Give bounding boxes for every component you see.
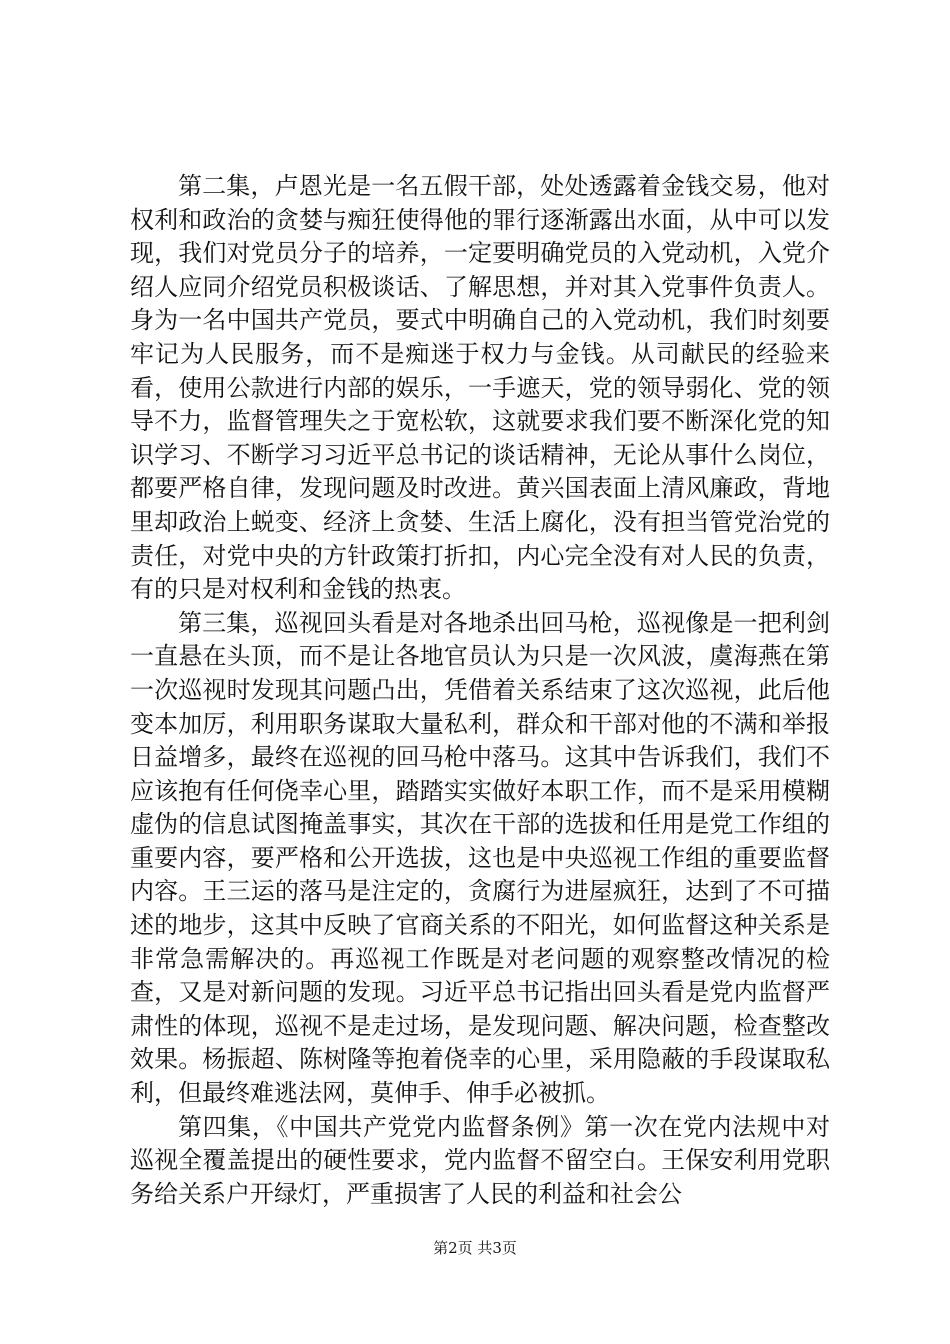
page-footer	[0, 1237, 950, 1258]
paragraph-episode-4: 第四集，《中国共产党党内监督条例》第一次在党内法规中对巡视全覆盖提出的硬性要求，党内监督不留空白。王保安利用党职务给关系户开绿灯，严重损害了人民的利益和社会公	[130, 1112, 830, 1208]
page-number: 第2页 共3页	[433, 1239, 517, 1257]
paragraph-episode-3: 第三集，巡视回头看是对各地杀出回马枪，巡视像是一把利剑一直悬在头顶，而不是让各地官员认为只是一次风波，虞海燕在第一次巡视时发现其问题凸出，凭借着关系结束了这次巡视，此后他变本加厉，利用职务谋取大量私利，群众和干部对他的不满和举报日益增多，最终在巡视的回马枪中落马。这其中告诉我们，我们不应该抱有任何侥幸心里，踏踏实实做好本职工作，而不是采用模糊虚伪的信息试图掩盖事实，其次在干部的选拔和任用是党工作组的重要内容，要严格和公开选拔，这也是中央巡视工作组的重要监督内容。王三运的落马是注定的，贪腐行为进屋疯狂，达到了不可描述的地步，这其中反映了官商关系的不阳光，如何监督这种关系是非常急需解决的。再巡视工作既是对老问题的观察整改情况的检查，又是对新问题的发现。习近平总书记指出回头看是党内监督严肃性的体现，巡视不是走过场，是发现问题、解决问题，检查整改效果。杨振超、陈树隆等抱着侥幸的心里，采用隐蔽的手段谋取私利，但最终难逃法网，莫伸手、伸手必被抓。	[130, 608, 830, 1108]
document-body	[130, 170, 830, 1211]
paragraph-episode-2: 第二集，卢恩光是一名五假干部，处处透露着金钱交易，他对权利和政治的贪婪与痴狂使得他的罪行逐渐露出水面，从中可以发现，我们对党员分子的培养，一定要明确党员的入党动机，入党介绍人应同介绍党员积极谈话、了解思想，并对其入党事件负责人。身为一名中国共产党员，要式中明确自己的入党动机，我们时刻要牢记为人民服务，而不是痴迷于权力与金钱。从司献民的经验来看，使用公款进行内部的娱乐，一手遮天，党的领导弱化、党的领导不力，监督管理失之于宽松软，这就要求我们要不断深化党的知识学习、不断学习习近平总书记的谈话精神，无论从事什么岗位，都要严格自律，发现问题及时改进。黄兴国表面上清风廉政，背地里却政治上蜕变、经济上贪婪、生活上腐化，没有担当管党治党的责任，对党中央的方针政策打折扣，内心完全没有对人民的负责，有的只是对权利和金钱的热衷。	[130, 172, 830, 604]
